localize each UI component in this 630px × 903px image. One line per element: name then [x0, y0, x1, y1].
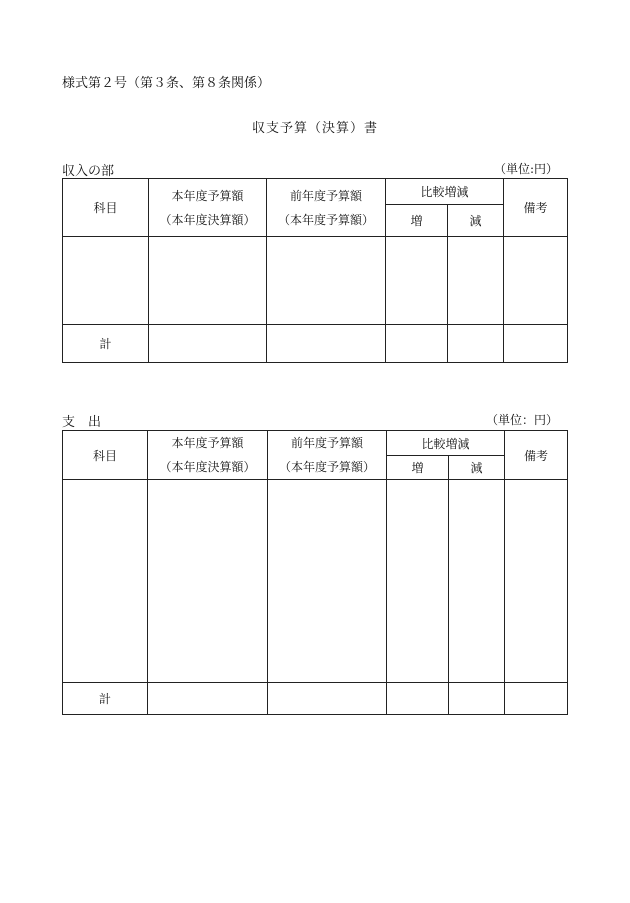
expense-cell-increase[interactable] — [387, 480, 449, 683]
expense-total-row — [63, 683, 568, 715]
income-total-decrease[interactable] — [448, 325, 504, 363]
income-total-remarks[interactable] — [504, 325, 568, 363]
expense-cell-remarks[interactable] — [505, 480, 568, 683]
income-total-previous-year[interactable] — [267, 325, 386, 363]
income-body-row — [63, 237, 568, 325]
income-cell-increase[interactable] — [386, 237, 448, 325]
expense-header-previous-year-line1: 前年度予算額 — [290, 436, 363, 450]
expense-total-decrease[interactable] — [449, 683, 505, 715]
income-section-label: 収入の部 — [62, 164, 115, 179]
income-header-previous-year-line2: （本年度予算額） — [277, 212, 374, 227]
expense-section-label: 支 出 — [62, 415, 102, 430]
expense-cell-decrease[interactable] — [449, 480, 505, 683]
income-header-subject: 科目 — [63, 179, 149, 237]
expense-cell-subject[interactable] — [63, 480, 148, 683]
expense-cell-current-year[interactable] — [148, 480, 268, 683]
expense-table — [62, 430, 568, 715]
expense-header-previous-year — [268, 431, 387, 480]
income-header-current-year-line1: 本年度予算額 — [171, 188, 244, 203]
expense-total-remarks[interactable] — [505, 683, 568, 715]
income-cell-subject[interactable] — [63, 237, 149, 325]
expense-total-previous-year[interactable] — [268, 683, 387, 715]
income-table — [62, 178, 568, 363]
income-header-current-year-line2: （本年度決算額） — [159, 212, 256, 227]
expense-total-increase[interactable] — [387, 683, 449, 715]
expense-header-comparison: 比較増減 — [387, 431, 505, 456]
income-total-increase[interactable] — [386, 325, 448, 363]
expense-header-previous-year-line2: （本年度予算額） — [278, 460, 375, 474]
expense-total-current-year[interactable] — [148, 683, 268, 715]
income-header-increase: 増 — [386, 205, 448, 237]
income-header-remarks: 備考 — [504, 179, 568, 237]
income-total-current-year[interactable] — [149, 325, 267, 363]
expense-header-remarks: 備考 — [505, 431, 568, 480]
expense-total-label: 計 — [63, 683, 148, 715]
income-header-decrease: 減 — [448, 205, 504, 237]
expense-header-current-year-line2: （本年度決算額） — [159, 460, 256, 474]
expense-header-decrease: 減 — [449, 456, 505, 480]
income-cell-remarks[interactable] — [504, 237, 568, 325]
income-cell-decrease[interactable] — [448, 237, 504, 325]
income-header-comparison: 比較増減 — [386, 179, 504, 205]
income-header-previous-year — [267, 179, 386, 237]
expense-header-current-year — [148, 431, 268, 480]
expense-body-row — [63, 480, 568, 683]
income-total-label: 計 — [63, 325, 149, 363]
income-header-previous-year-line1: 前年度予算額 — [289, 188, 362, 203]
expense-header-current-year-line1: 本年度予算額 — [171, 436, 244, 450]
income-header-current-year — [149, 179, 267, 237]
income-unit-label: （単位:円） — [493, 162, 558, 176]
income-cell-previous-year[interactable] — [267, 237, 386, 325]
income-cell-current-year[interactable] — [149, 237, 267, 325]
document-title: 収支予算（決算）書 — [251, 121, 378, 136]
expense-header-increase: 増 — [387, 456, 449, 480]
form-number: 様式第２号（第３条、第８条関係） — [62, 76, 271, 91]
income-total-row — [63, 325, 568, 363]
expense-header-subject: 科目 — [63, 431, 148, 480]
expense-unit-label: （単位：円） — [485, 413, 558, 427]
expense-cell-previous-year[interactable] — [268, 480, 387, 683]
